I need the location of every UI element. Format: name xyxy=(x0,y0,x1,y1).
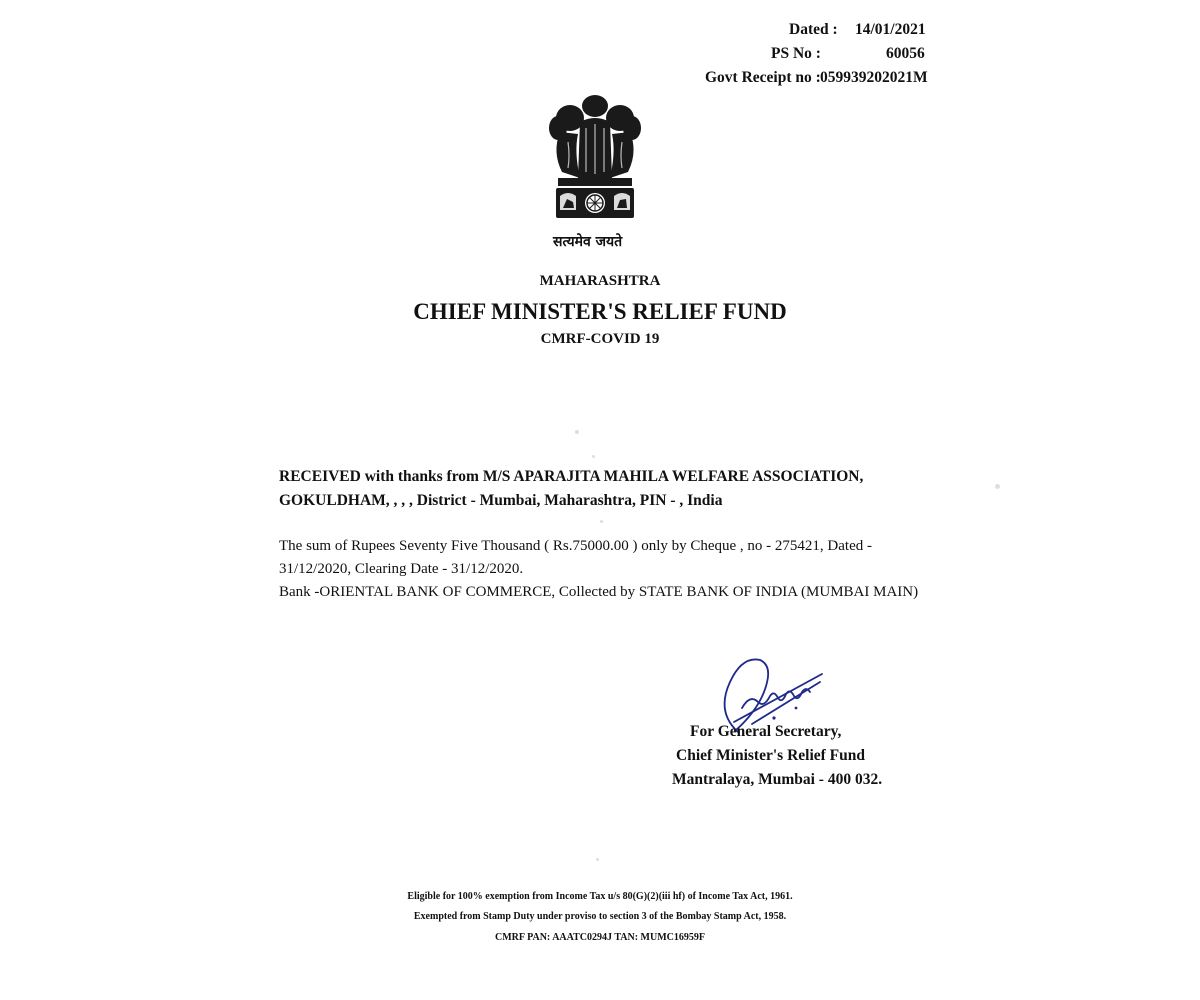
fund-subtitle: CMRF-COVID 19 xyxy=(540,331,660,347)
bank-line: Bank -ORIENTAL BANK OF COMMERCE, Collected by STATE BANK OF INDIA (MUMBAI MAIN) xyxy=(279,584,919,600)
govt-receipt-value: 059939202021M xyxy=(820,69,928,86)
paper-speck xyxy=(575,430,579,434)
received-line-1: RECEIVED with thanks from M/S APARAJITA MAHILA WELFARE ASSOCIATION, xyxy=(279,468,864,485)
dated-label: Dated : xyxy=(789,21,838,38)
fund-title: CHIEF MINISTER'S RELIEF FUND xyxy=(413,299,787,324)
footer-pan-tan: CMRF PAN: AAATC0294J TAN: MUMC16959F xyxy=(495,932,705,943)
state-name: MAHARASHTRA xyxy=(539,273,661,289)
paper-speck xyxy=(995,484,1000,489)
govt-receipt-label: Govt Receipt no : xyxy=(705,69,821,86)
sum-line-1: The sum of Rupees Seventy Five Thousand ( Rs.75000.00 ) only by Cheque , no - 275421, Dated - xyxy=(279,538,872,554)
paper-speck xyxy=(596,858,599,861)
signatory-line-3: Mantralaya, Mumbai - 400 032. xyxy=(672,771,883,788)
received-line-2: GOKULDHAM, , , , District - Mumbai, Maharashtra, PIN - , India xyxy=(279,492,723,509)
signatory-line-2: Chief Minister's Relief Fund xyxy=(676,747,865,764)
signatory-line-1: For General Secretary, xyxy=(690,723,842,740)
ps-no-value: 60056 xyxy=(886,45,925,62)
ps-no-label: PS No : xyxy=(771,45,821,62)
sum-line-2: 31/12/2020, Clearing Date - 31/12/2020. xyxy=(279,561,524,577)
footer-tax-exemption: Eligible for 100% exemption from Income Tax u/s 80(G)(2)(iii hf) of Income Tax Act, 1961. xyxy=(407,891,793,902)
paper-speck xyxy=(592,455,595,458)
dated-value: 14/01/2021 xyxy=(855,21,926,38)
national-emblem-icon xyxy=(540,92,650,232)
footer-stamp-duty: Exempted from Stamp Duty under proviso to section 3 of the Bombay Stamp Act, 1958. xyxy=(413,911,787,922)
emblem-motto: सत्यमेव जयते xyxy=(553,234,623,250)
paper-speck xyxy=(600,520,603,523)
